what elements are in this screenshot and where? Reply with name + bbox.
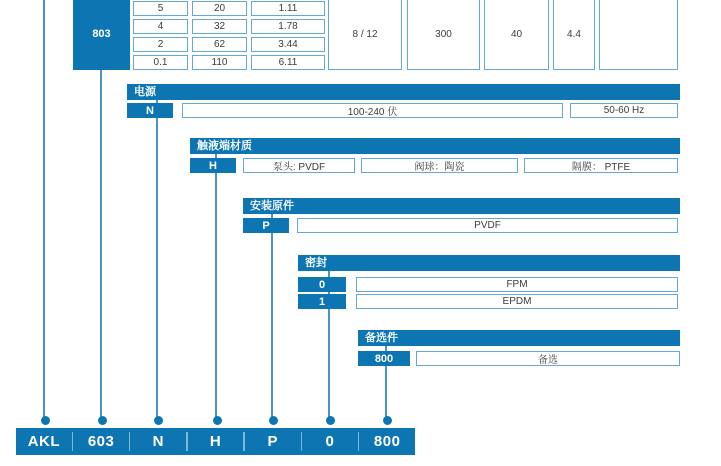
order-code-segment: N [152,433,164,450]
order-code-segment: 603 [87,433,115,450]
diaphragm-material-cell: 隔膜： PTFE [524,158,678,173]
table-cell: 3.44 [251,37,325,52]
connector-line-akl [43,0,45,420]
power-code-cell: N [127,103,173,118]
table-cell: 32 [192,19,247,34]
connector-line-wetted [215,154,217,420]
pump-head-material-cell: 泵头: PVDF [243,158,355,173]
table-cell: 1.78 [251,19,325,34]
connector-dot-wetted [213,416,222,425]
table-span-cell: 300 [407,0,480,70]
table-span-cell: 40 [484,0,549,70]
pump-type-code-cell: 803 [73,0,130,70]
valve-ball-material-cell: 阀球：陶瓷 [361,158,518,173]
seal-fpm-cell: FPM [356,277,678,292]
table-span-cell: 8 / 12 [328,0,402,70]
section-header-power: 电源 [127,84,680,100]
table-cell: 20 [192,1,247,16]
section-header-wetted-material: 触液端材质 [190,138,680,154]
table-cell: 62 [192,37,247,52]
power-voltage-cell: 100-240 伏 [182,103,563,118]
table-cell: 110 [192,55,247,70]
connector-dot-install [269,416,278,425]
table-cell: 1.11 [251,1,325,16]
table-cell: 0.1 [133,55,188,70]
seal-code-0-cell: 0 [298,277,346,292]
connector-line-install [271,214,273,420]
connector-line-power [156,100,158,420]
table-span-cell-empty [599,0,678,70]
table-cell: 2 [133,37,188,52]
section-header-seal: 密封 [298,255,680,271]
connector-dot-akl [41,416,50,425]
table-cell: 5 [133,1,188,16]
order-code-segment: 0 [325,433,335,450]
section-header-options: 备选件 [358,330,680,346]
order-code-segment: 800 [373,433,401,450]
order-code-bar [16,428,415,455]
section-header-installation: 安装原件 [243,198,680,214]
connector-dot-power [154,416,163,425]
order-code-segment: H [209,433,222,450]
connector-dot-options [383,416,392,425]
order-code-segment: P [267,433,278,450]
seal-code-1-cell: 1 [298,294,346,309]
power-frequency-cell: 50-60 Hz [570,103,678,118]
table-cell: 4 [133,19,188,34]
order-code-segment: AKL [27,433,61,450]
options-value-cell: 备选 [416,351,680,366]
installation-code-cell: P [243,218,289,233]
installation-material-cell: PVDF [297,218,678,233]
connector-dot-603 [98,416,107,425]
seal-epdm-cell: EPDM [356,294,678,309]
table-cell: 6.11 [251,55,325,70]
wetted-code-cell: H [190,158,236,173]
options-code-cell: 800 [358,351,410,366]
table-span-cell: 4.4 [553,0,595,70]
connector-dot-seal [326,416,335,425]
